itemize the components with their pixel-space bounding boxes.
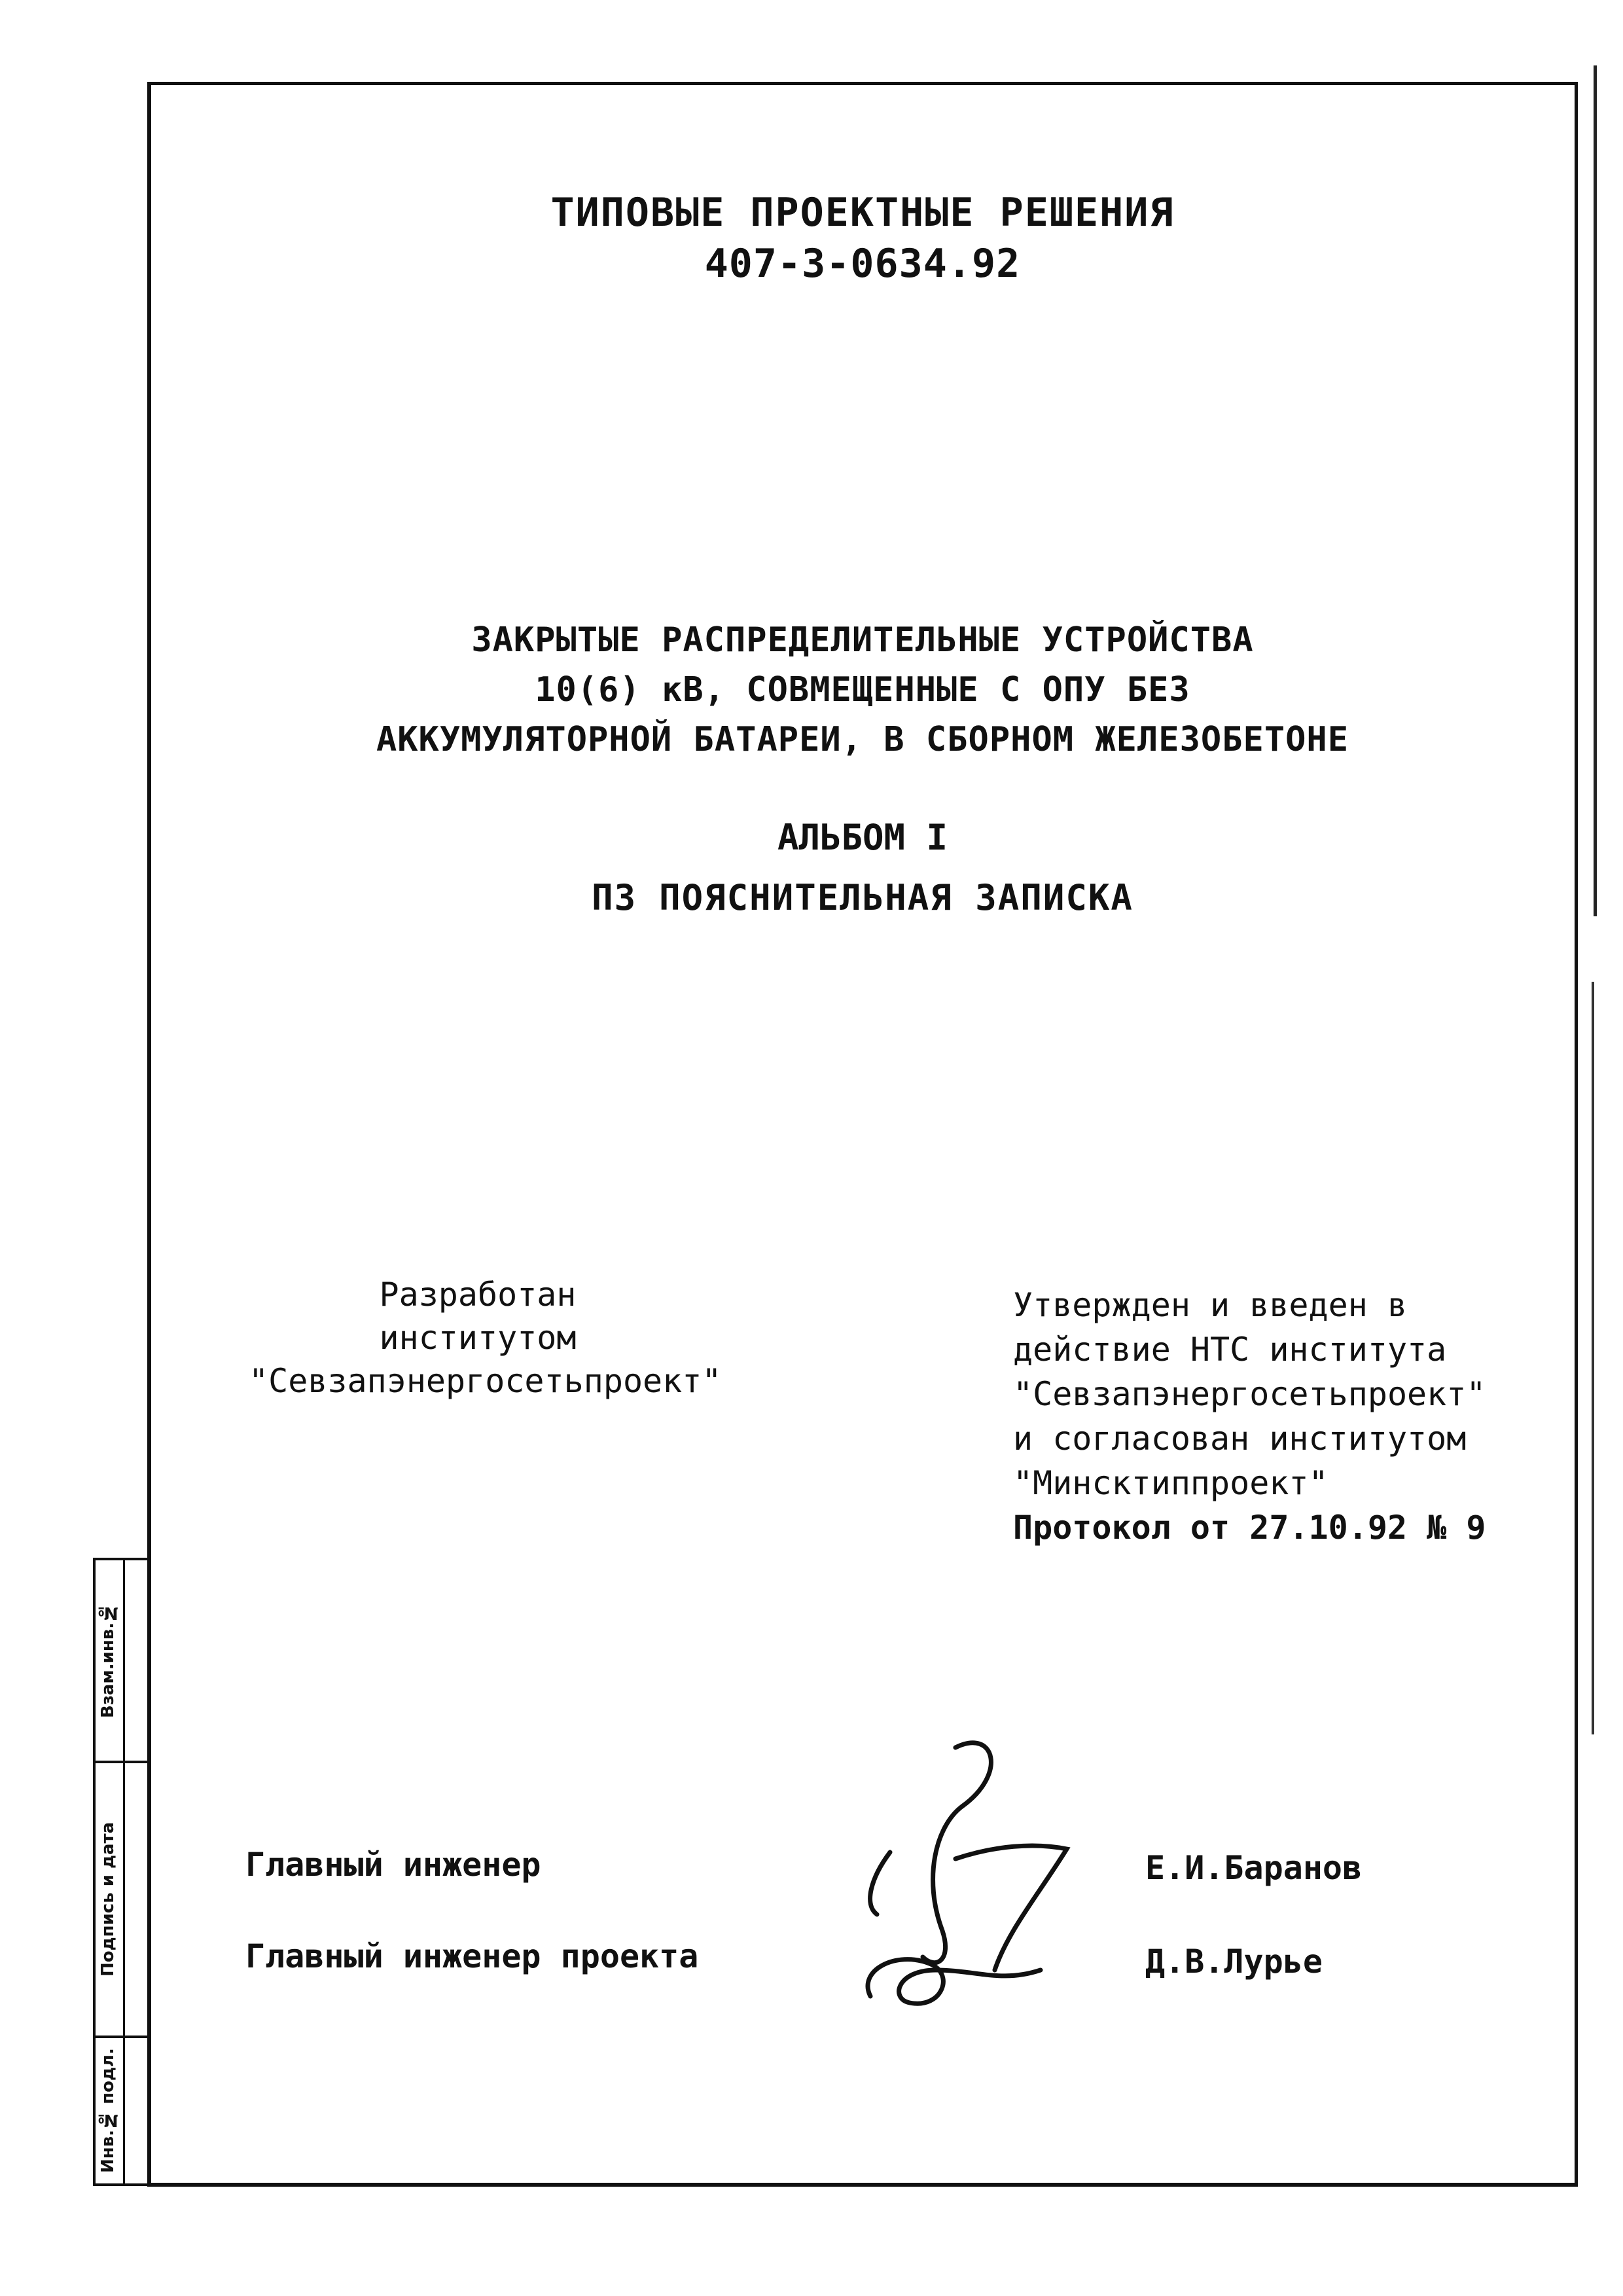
side-stamp-divider <box>123 1763 125 2036</box>
chief-project-engineer-name: Д.В.Лурье <box>1145 1943 1323 1981</box>
album-label: АЛЬБОМ I <box>777 817 948 858</box>
protocol-line: Протокол от 27.10.92 № 9 <box>1013 1509 1486 1547</box>
album-subtitle <box>147 877 1578 918</box>
handwritten-signature <box>844 1734 1080 2022</box>
side-stamp <box>93 1558 149 2186</box>
side-stamp-cell <box>96 1560 149 1763</box>
developer-line: институтом <box>379 1319 577 1357</box>
document-title-line: 10(6) кВ, СОВМЕЩЕННЫЕ С ОПУ БЕЗ <box>535 670 1190 709</box>
approval-line: "Минсктиппроект" <box>1013 1464 1329 1502</box>
developer-block <box>249 1273 722 1403</box>
side-stamp-label: Взам.инв.№ <box>98 1602 118 1719</box>
approval-line: Утвержден и введен в <box>1013 1286 1408 1324</box>
developer-line: Разработан <box>379 1276 577 1314</box>
document-title-line: АККУМУЛЯТОРНОЙ БАТАРЕИ, В СБОРНОМ ЖЕЛЕЗОБЕТОНЕ <box>376 720 1349 759</box>
document-title-line: ЗАКРЫТЫЕ РАСПРЕДЕЛИТЕЛЬНЫЕ УСТРОЙСТВА <box>471 620 1254 660</box>
approval-line: "Севзапэнергосетьпроект" <box>1013 1375 1486 1413</box>
series-number: 407-3-0634.92 <box>704 241 1021 287</box>
scan-edge-line <box>1592 982 1594 1734</box>
chief-project-engineer-role: Главный инженер проекта <box>245 1937 699 1975</box>
album-name: ПОЯСНИТЕЛЬНАЯ ЗАПИСКА <box>659 877 1133 918</box>
side-stamp-divider <box>123 1560 125 1761</box>
document-title <box>147 615 1578 764</box>
side-stamp-label: Инв.№ подл. <box>98 2048 118 2174</box>
side-stamp-cell <box>96 2038 149 2183</box>
scan-edge-line <box>1594 65 1597 916</box>
developer-line: "Севзапэнергосетьпроект" <box>249 1362 722 1400</box>
approval-line: действие НТС института <box>1013 1331 1447 1369</box>
side-stamp-cell <box>96 1763 149 2038</box>
side-stamp-label: Подпись и дата <box>98 1821 118 1977</box>
approval-line: и согласован институтом <box>1013 1420 1467 1458</box>
series-title: ТИПОВЫЕ ПРОЕКТНЫЕ РЕШЕНИЯ <box>550 190 1175 236</box>
chief-engineer-role: Главный инженер <box>245 1846 541 1884</box>
chief-engineer-name: Е.И.Баранов <box>1145 1849 1363 1887</box>
approval-block <box>1013 1283 1550 1550</box>
side-stamp-divider <box>123 2038 125 2183</box>
album-code: ПЗ <box>592 877 637 918</box>
